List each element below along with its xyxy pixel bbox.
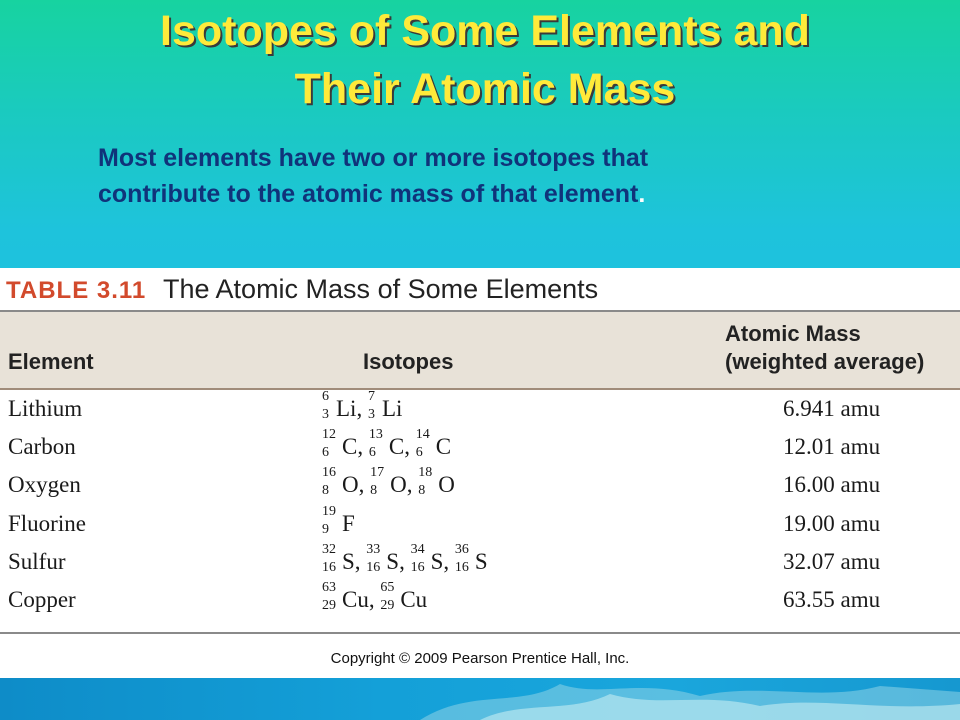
cell-atomic-mass: 16.00 amu	[783, 472, 881, 498]
subtitle-period: .	[638, 180, 646, 208]
subtitle-line2: contribute to the atomic mass of that element	[98, 180, 639, 208]
element-symbol: S	[386, 548, 400, 574]
isotope-notation	[322, 389, 357, 422]
element-symbol: F	[342, 510, 355, 536]
atomic-number: 6	[368, 445, 376, 461]
mass-number: 14	[415, 427, 430, 443]
element-symbol: C	[342, 434, 358, 460]
mass-number: 34	[410, 541, 425, 557]
element-symbol: O	[390, 472, 407, 498]
element-symbol: C	[435, 434, 452, 460]
cell-atomic-mass: 6.941 amu	[783, 396, 881, 421]
atomic-number: 9	[322, 521, 329, 537]
cell-element: Lithium	[8, 396, 83, 421]
mass-number: 12	[322, 427, 336, 443]
header-element: Element	[8, 349, 94, 374]
mass-number: 32	[322, 541, 336, 557]
mass-number: 6	[322, 389, 329, 404]
cell-atomic-mass: 63.55 amu	[783, 587, 881, 612]
mass-number: 19	[322, 503, 336, 519]
isotope-notation	[322, 427, 358, 461]
element-symbol: Li	[336, 396, 357, 421]
table-row	[0, 541, 960, 583]
isotope-separator: ,	[404, 434, 416, 460]
element-symbol: S	[342, 548, 355, 574]
header-isotopes: Isotopes	[363, 349, 454, 374]
cell-element: Sulfur	[8, 548, 66, 574]
copyright-notice: Copyright © 2009 Pearson Prentice Hall, Inc.	[330, 650, 630, 667]
cell-isotopes	[322, 427, 452, 461]
isotope-notation	[418, 465, 455, 499]
atomic-number: 3	[322, 407, 329, 422]
atomic-number: 8	[322, 483, 329, 499]
table-row	[0, 427, 960, 468]
isotope-notation	[366, 541, 400, 575]
atomic-number: 8	[370, 483, 378, 499]
element-symbol: O	[438, 472, 455, 498]
table-row	[0, 503, 960, 545]
isotope-notation	[368, 427, 405, 461]
slide-title-line2: Their Atomic Mass	[294, 65, 676, 113]
atomic-number: 16	[454, 559, 469, 575]
isotope-separator: ,	[443, 548, 455, 574]
wave-decoration	[0, 678, 960, 720]
isotope-notation	[370, 465, 407, 499]
subtitle-line1: Most elements have two or more isotopes that	[98, 144, 649, 172]
header-atomic-mass-line1: Atomic Mass	[725, 321, 861, 346]
element-symbol: C	[388, 434, 405, 460]
slide-title-line1: Isotopes of Some Elements and	[160, 7, 810, 55]
element-symbol: Cu	[400, 587, 428, 612]
table-header	[0, 312, 960, 388]
cell-element: Oxygen	[8, 472, 81, 498]
cell-isotopes	[322, 465, 455, 499]
table-bottom-rule	[0, 632, 960, 634]
isotope-separator: ,	[356, 396, 368, 421]
atomic-number: 16	[322, 559, 336, 575]
cell-isotopes	[322, 389, 403, 422]
mass-number: 16	[322, 465, 336, 481]
cell-atomic-mass: 32.07 amu	[783, 548, 881, 574]
atomic-number: 16	[366, 559, 381, 575]
isotope-notation	[322, 503, 355, 537]
isotope-separator: ,	[358, 472, 371, 498]
atomic-number: 29	[380, 598, 395, 613]
table-title-bar	[0, 268, 960, 310]
cell-atomic-mass: 19.00 amu	[783, 510, 881, 536]
isotope-notation	[367, 389, 403, 422]
mass-number: 63	[322, 580, 336, 595]
isotope-separator: ,	[368, 587, 381, 612]
atomic-number: 16	[410, 559, 425, 575]
element-symbol: O	[342, 472, 359, 498]
mass-number: 17	[370, 465, 385, 481]
element-symbol: S	[474, 548, 488, 574]
cell-atomic-mass: 12.01 amu	[783, 434, 881, 460]
bottom-decorative-band	[0, 678, 960, 720]
table-row	[0, 580, 960, 621]
element-symbol: Li	[381, 396, 403, 421]
isotope-notation	[322, 465, 359, 499]
isotope-separator: ,	[399, 548, 411, 574]
table-row	[0, 389, 960, 430]
element-symbol: Cu	[342, 587, 369, 612]
atomic-number: 6	[415, 445, 423, 461]
isotope-notation	[322, 541, 355, 575]
header-atomic-mass-line2: (weighted average)	[725, 349, 925, 374]
atomic-mass-table	[0, 268, 960, 678]
mass-number: 7	[367, 389, 375, 404]
isotope-notation	[380, 580, 428, 613]
slide-subtitle	[98, 140, 858, 212]
isotope-notation	[410, 541, 444, 575]
atomic-number: 3	[367, 407, 375, 422]
isotope-separator: ,	[357, 434, 369, 460]
isotope-notation	[454, 541, 488, 575]
atomic-number: 6	[322, 445, 329, 461]
isotope-separator: ,	[406, 472, 419, 498]
element-symbol: S	[430, 548, 444, 574]
cell-isotopes	[322, 580, 428, 613]
table-number: TABLE 3.11	[6, 277, 147, 304]
mass-number: 36	[454, 541, 469, 557]
mass-number: 13	[368, 427, 383, 443]
mass-number: 18	[418, 465, 433, 481]
isotope-separator: ,	[354, 548, 367, 574]
table-row	[0, 465, 960, 506]
mass-number: 65	[380, 580, 395, 595]
table-header-rule	[0, 388, 960, 390]
table-caption: The Atomic Mass of Some Elements	[163, 274, 599, 304]
isotope-notation	[415, 427, 452, 461]
cell-isotopes	[322, 541, 488, 575]
mass-number: 33	[366, 541, 381, 557]
atomic-number: 29	[322, 598, 336, 613]
cell-element: Copper	[8, 587, 76, 612]
isotope-notation	[322, 580, 369, 613]
cell-element: Fluorine	[8, 510, 86, 536]
cell-isotopes	[322, 503, 355, 537]
cell-element: Carbon	[8, 434, 76, 460]
atomic-number: 8	[418, 483, 426, 499]
